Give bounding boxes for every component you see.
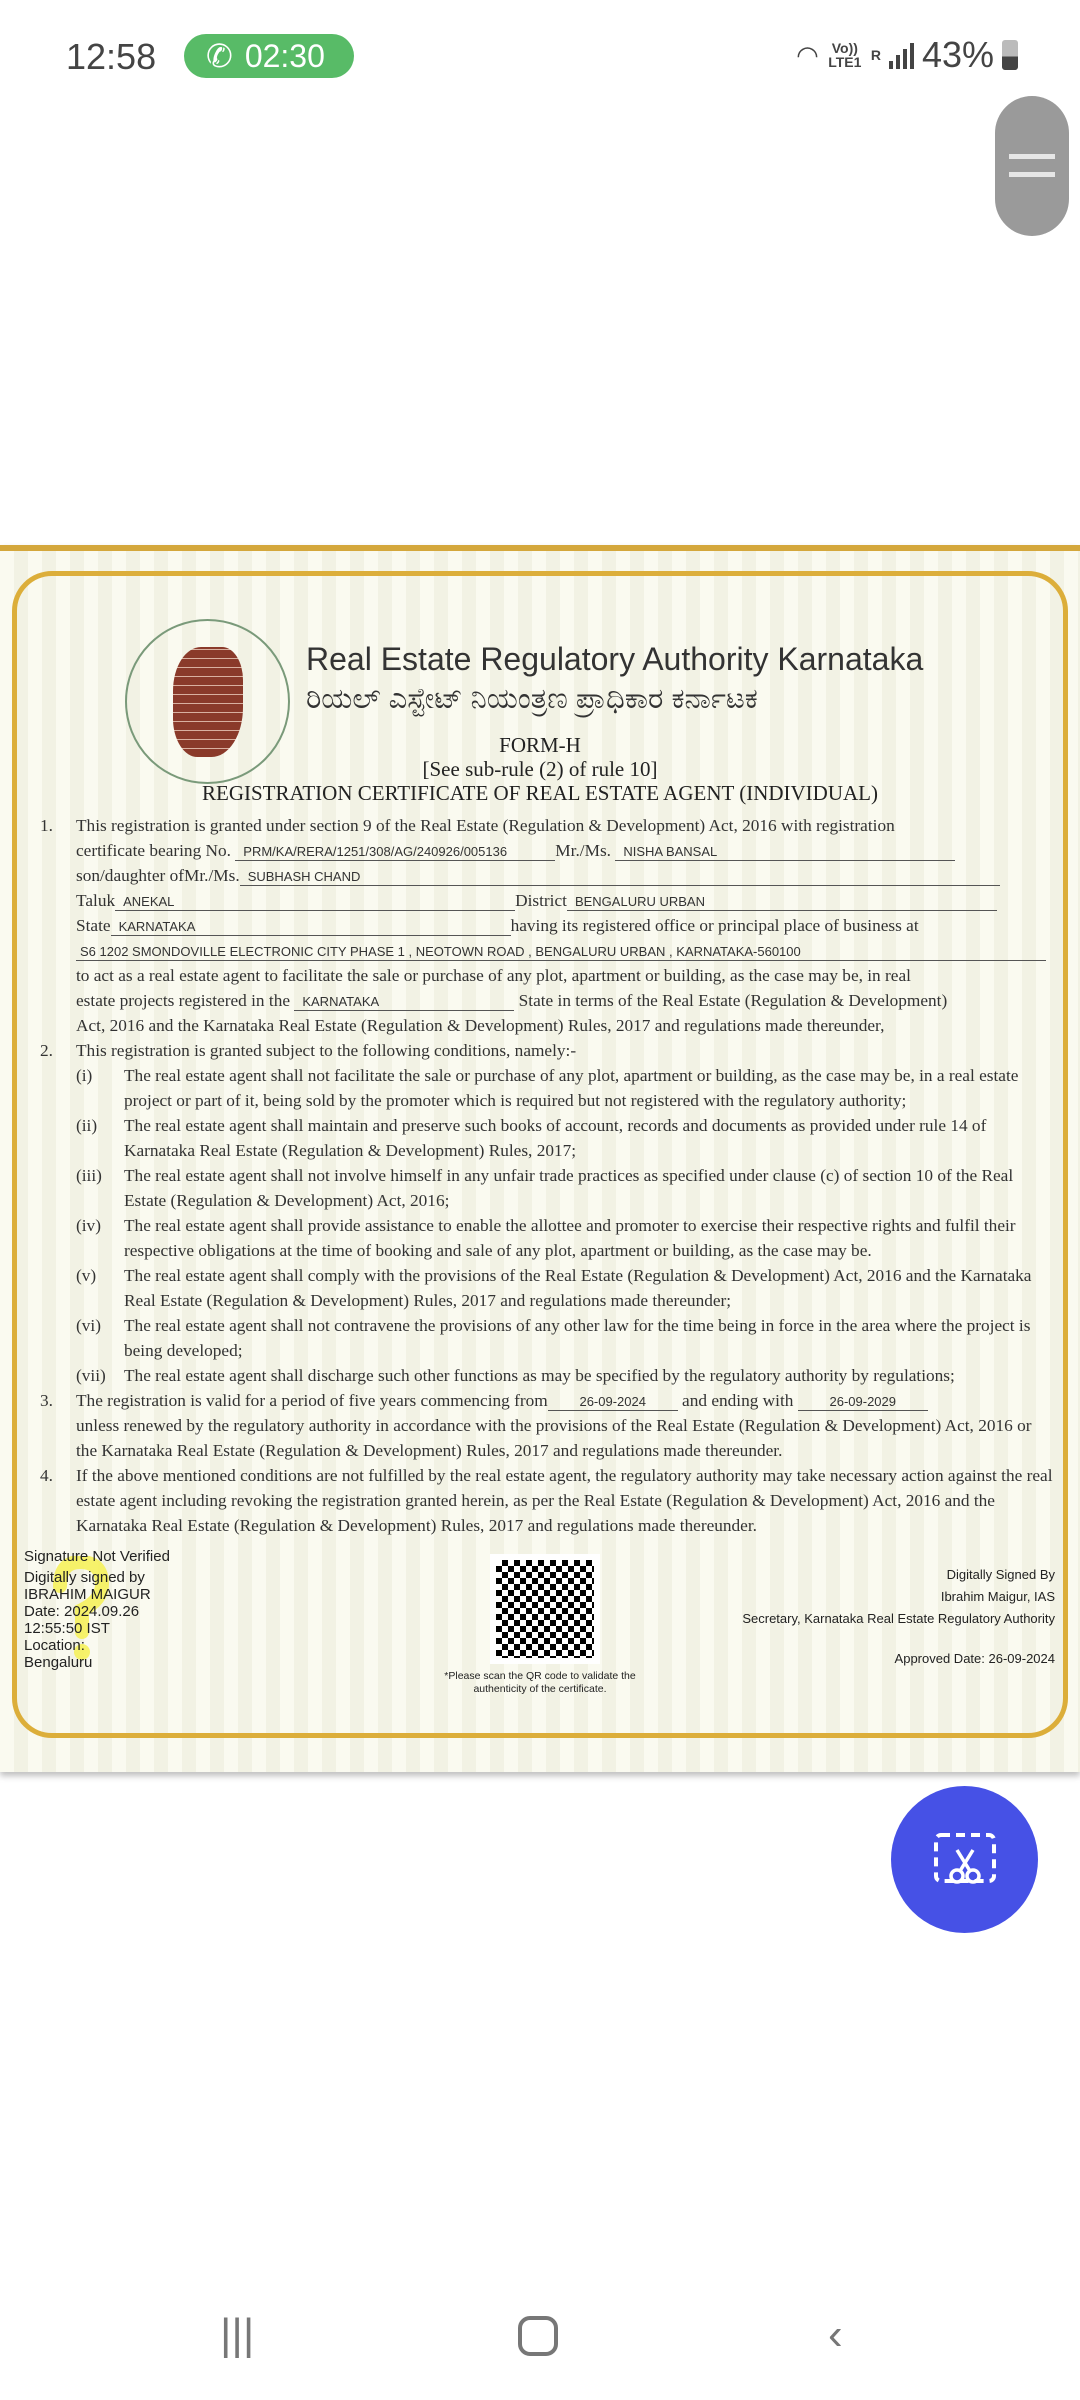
edge-panel-handle[interactable] <box>995 96 1069 236</box>
navigation-bar <box>0 2310 1080 2370</box>
sig-line: Bengaluru <box>24 1654 93 1671</box>
phone-icon: ✆ <box>206 38 233 74</box>
text: certificate bearing No. <box>76 841 231 860</box>
sig-line: Digitally signed by <box>24 1569 145 1586</box>
condition-number: (iv) <box>76 1216 101 1235</box>
condition-text: The real estate agent shall not involve himself in any unfair trade practices as specified under clause (c) of section 10 of the Real Estate (Regulation & Development) Act, 2016; <box>124 1166 1014 1210</box>
signer-name: Ibrahim Maigur, IAS <box>940 1589 1055 1604</box>
para-number: 1. <box>40 816 53 835</box>
signed-by-label: Digitally Signed By <box>946 1567 1055 1582</box>
screenshot-scissors-icon <box>933 1832 997 1888</box>
condition-number: (vi) <box>76 1316 101 1335</box>
condition-item <box>40 1263 1055 1313</box>
org-name-kannada: ರಿಯಲ್ ಎಸ್ಟೇಟ್ ನಿಯಂತ್ರಣ ಪ್ರಾಧಿಕಾರ ಕರ್ನಾಟಕ <box>306 683 758 715</box>
condition-number: (iii) <box>76 1166 102 1185</box>
condition-text: The real estate agent shall not contravene the provisions of any other law for the time being in force in the area where the project is being developed; <box>124 1316 1031 1360</box>
condition-item <box>40 1213 1055 1263</box>
registered-state: KARNATAKA <box>294 994 514 1011</box>
para-number: 3. <box>40 1391 53 1410</box>
text: estate projects registered in the <box>76 991 291 1010</box>
condition-text: The real estate agent shall comply with the provisions of the Real Estate (Regulation & Development) Act, 2016 and the Karnataka Real Estate (Regulation & Development) Rules, 2017 and regulations made thereunder; <box>124 1266 1032 1310</box>
condition-item <box>40 1313 1055 1363</box>
text: Mr./Ms. <box>555 841 611 860</box>
recent-apps-button[interactable]: ||| <box>220 2310 255 2359</box>
condition-item <box>40 1063 1055 1113</box>
reg-no: PRM/KA/RERA/1251/308/AG/240926/005136 <box>235 844 555 861</box>
condition-number: (ii) <box>76 1116 98 1135</box>
condition-text: The real estate agent shall maintain and preserve such books of account, records and documents as provided under rule 14 of Karnataka Real Estate (Regulation & Development) Rules, 2017; <box>124 1116 987 1160</box>
home-button[interactable] <box>518 2316 558 2356</box>
text: District <box>515 891 567 910</box>
agent-name: NISHA BANSAL <box>615 844 955 861</box>
address: S6 1202 SMONDOVILLE ELECTRONIC CITY PHASE 1 , NEOTOWN ROAD , BENGALURU URBAN , KARNATAKA-560100 <box>76 944 1046 961</box>
qr-code <box>490 1554 600 1664</box>
text: The registration is valid for a period of five years commencing from <box>76 1391 548 1410</box>
sig-line: Location: <box>24 1637 85 1654</box>
parent-name: SUBHASH CHAND <box>240 869 1000 886</box>
qr-note: *Please scan the QR code to validate the authenticity of the certificate. <box>444 1670 636 1695</box>
signed-by-block <box>742 1564 1055 1670</box>
condition-text: The real estate agent shall provide assistance to enable the allottee and promoter to exercise their respective rights and fulfil their respective obligations at the time of booking and sale of any plot, apartment or building, as the case may be. <box>124 1216 1016 1260</box>
condition-item <box>40 1163 1055 1213</box>
text: having its registered office or principal place of business at <box>510 916 919 935</box>
ongoing-call-chip[interactable] <box>184 34 354 78</box>
certificate-title: REGISTRATION CERTIFICATE OF REAL ESTATE AGENT (INDIVIDUAL) <box>201 781 878 805</box>
para-number: 2. <box>40 1041 53 1060</box>
condition-text: The real estate agent shall discharge such other functions as may be specified by the regulatory authority by regulations; <box>124 1366 955 1385</box>
text: State <box>76 916 111 935</box>
certificate-image <box>0 545 1080 1772</box>
approved-date: Approved Date: 26-09-2024 <box>894 1651 1055 1666</box>
condition-number: (vii) <box>76 1366 106 1385</box>
certificate-header <box>0 551 1080 813</box>
signature-status: Signature Not Verified <box>24 1548 170 1565</box>
certificate-footer <box>0 1548 1080 1728</box>
subrule: [See sub-rule (2) of rule 10] <box>422 757 658 781</box>
valid-from: 26-09-2024 <box>548 1394 678 1411</box>
condition-number: (i) <box>76 1066 93 1085</box>
valid-until: 26-09-2029 <box>798 1394 928 1411</box>
signal-icon <box>889 41 914 69</box>
battery-icon <box>1002 40 1018 70</box>
call-timer: 02:30 <box>244 37 325 74</box>
certificate-body <box>40 813 1055 1538</box>
text: Taluk <box>76 891 116 910</box>
battery-percent: 43% <box>921 34 994 75</box>
condition-number: (v) <box>76 1266 97 1285</box>
text: unless renewed by the regulatory authority in accordance with the provisions of the Real Estate (Regulation & Development) Act, 2016 or the Karnataka Real Estate (Regulation & Development) Rules, 2017 and regulations made thereunder. <box>76 1416 1032 1460</box>
sig-line: IBRAHIM MAIGUR <box>24 1586 151 1603</box>
org-name: Real Estate Regulatory Authority Karnataka <box>306 641 924 677</box>
text: Act, 2016 and the Karnataka Real Estate (Regulation & Development) Rules, 2017 and regulations made thereunder, <box>76 1016 885 1035</box>
sig-line: Date: 2024.09.26 <box>24 1603 140 1620</box>
form-label: FORM-H <box>499 733 581 757</box>
text: This registration is granted under section 9 of the Real Estate (Regulation & Development) Act, 2016 with registration <box>76 816 895 835</box>
text: If the above mentioned conditions are not fulfilled by the real estate agent, the regulatory authority may take necessary action against the real estate agent including revoking the registration granted herein, as per the Real Estate (Regulation & Development) Act, 2016 and the Karnataka Real Estate (Regulation & Development) Rules, 2017 and regulations made thereunder. <box>76 1466 1053 1535</box>
condition-item <box>40 1113 1055 1163</box>
condition-item <box>40 1363 1055 1388</box>
text: State in terms of the Real Estate (Regulation & Development) <box>518 991 948 1010</box>
digital-signature-block[interactable] <box>24 1548 214 1671</box>
roaming-indicator: R <box>870 47 881 63</box>
back-button[interactable]: ‹ <box>828 2310 843 2359</box>
smart-select-button[interactable] <box>891 1786 1038 1933</box>
text: to act as a real estate agent to facilitate the sale or purchase of any plot, apartment or building, as the case may be, in real <box>76 966 911 985</box>
condition-text: The real estate agent shall not facilitate the sale or purchase of any plot, apartment or building, as the case may be, in a real estate project or part of it, being sold by the promoter which is required but not registered with the regulatory authority; <box>124 1066 1019 1110</box>
status-bar <box>0 30 1080 86</box>
para-number: 4. <box>40 1466 53 1485</box>
sig-line: 12:55:50 IST <box>24 1620 110 1637</box>
state: KARNATAKA <box>111 919 511 936</box>
signer-title: Secretary, Karnataka Real Estate Regulatory Authority <box>742 1611 1055 1626</box>
text: and ending with <box>682 1391 794 1410</box>
text: This registration is granted subject to the following conditions, namely:- <box>76 1041 577 1060</box>
clock: 12:58 <box>66 36 157 77</box>
district: BENGALURU URBAN <box>567 894 997 911</box>
network-label: Vo)) LTE1 <box>828 40 862 70</box>
text: son/daughter ofMr./Ms. <box>76 866 240 885</box>
taluk: ANEKAL <box>115 894 515 911</box>
wifi-icon: ◠ <box>796 39 819 70</box>
